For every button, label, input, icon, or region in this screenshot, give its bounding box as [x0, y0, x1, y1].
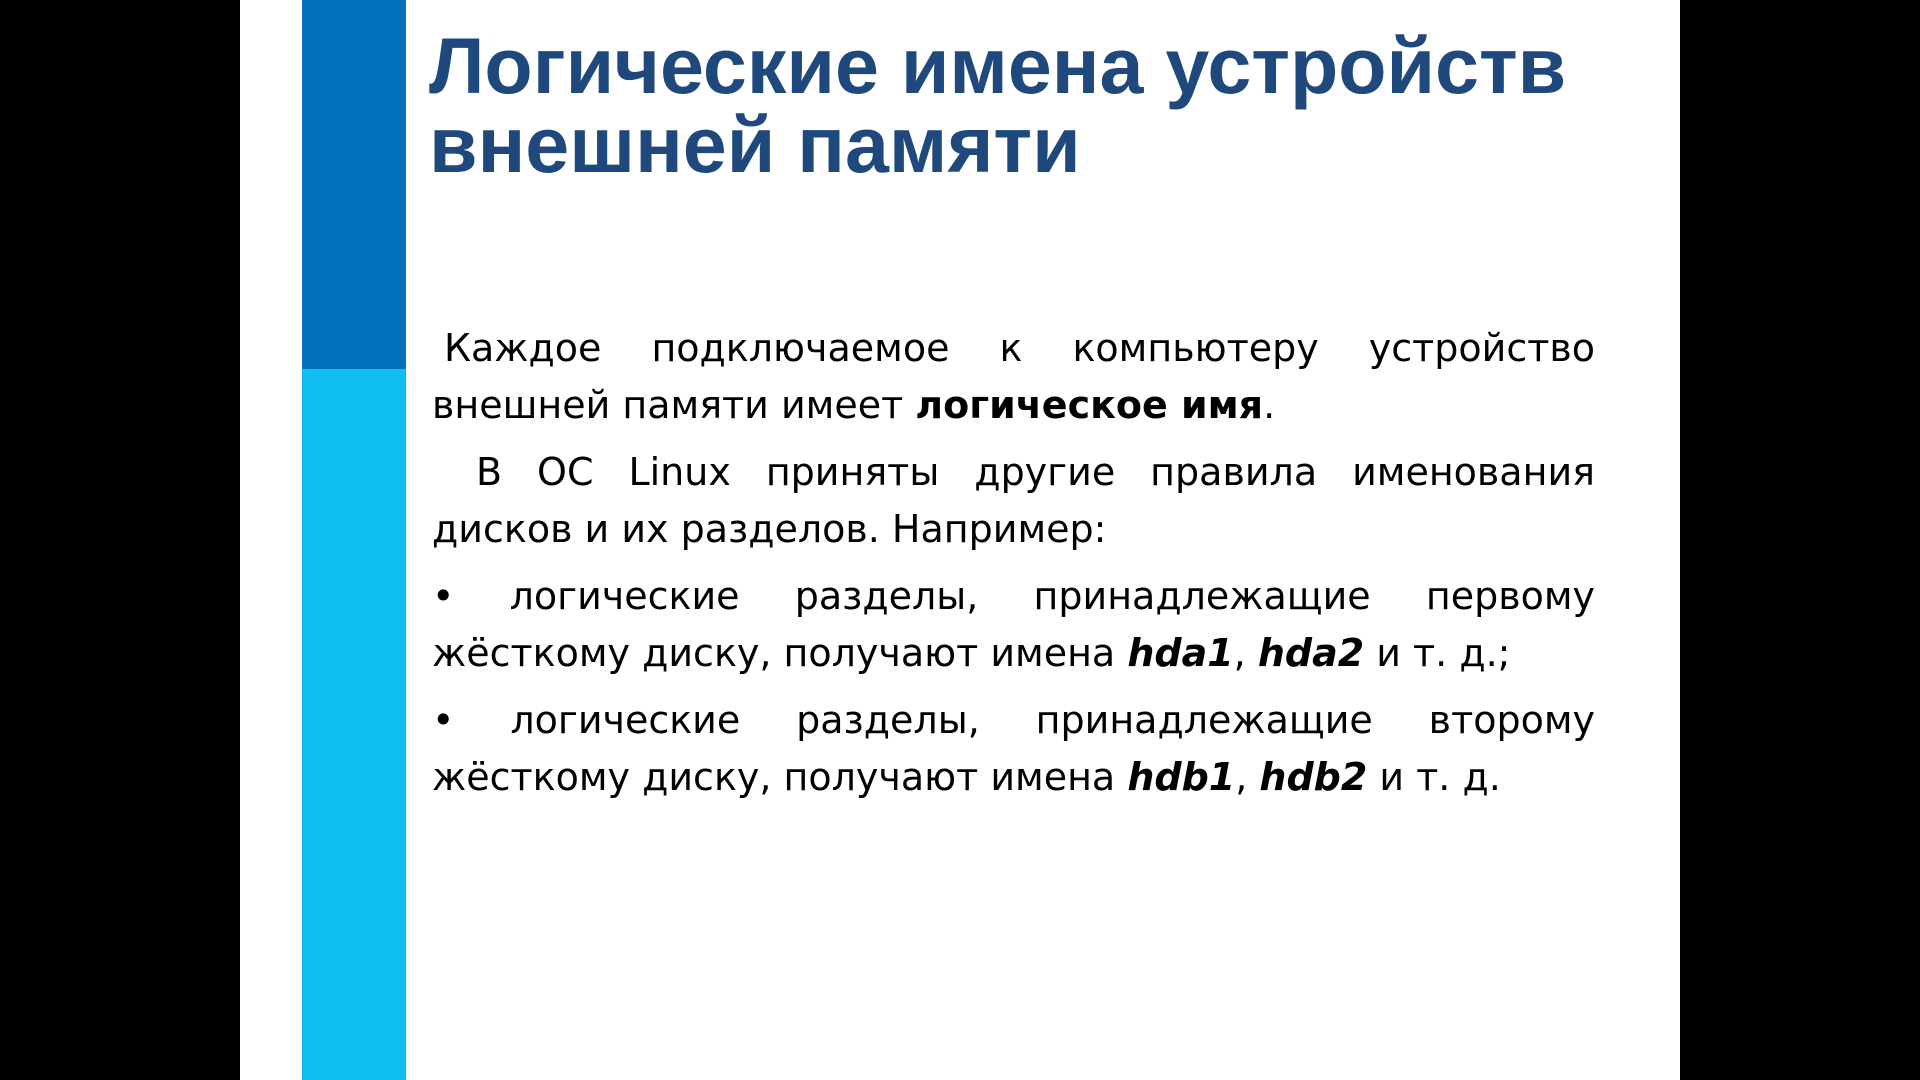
slide-body: [432, 320, 1595, 816]
partition-name: hdb1: [1127, 755, 1236, 799]
logical-name-term: логическое имя: [915, 383, 1264, 427]
separator: ,: [1233, 631, 1258, 675]
paragraph-linux: В ОС Linux приняты другие правила именования дисков и их разделов. Например:: [432, 450, 1595, 551]
accent-bar-light: [302, 369, 406, 1080]
bullet-text: логические разделы, принадлежащие первому жёсткому диску, получают имена: [432, 574, 1595, 675]
slide: [240, 0, 1680, 1080]
bullet-item-first-disk: [432, 568, 1595, 682]
bullet-text: логические разделы, принадлежащие второму жёсткому диску, получают имена: [432, 698, 1595, 799]
bullet-item-second-disk: [432, 692, 1595, 806]
bullet-text-end: и т. д.: [1367, 755, 1501, 799]
slide-title: Логические имена устройств внешней памяти: [429, 21, 1567, 189]
accent-bar-dark: [302, 0, 406, 369]
bullet-text-end: и т. д.;: [1364, 631, 1511, 675]
paragraph-intro-text: Каждое подключаемое к компьютеру устройство внешней памяти имеет: [432, 326, 1595, 427]
partition-name: hdb2: [1259, 755, 1368, 799]
separator: ,: [1235, 755, 1260, 799]
paragraph-intro-end: .: [1263, 383, 1276, 427]
partition-name: hda2: [1257, 631, 1365, 675]
bullet-icon: •: [432, 574, 455, 618]
paragraph-intro: [432, 320, 1595, 434]
bullet-icon: •: [432, 698, 455, 742]
partition-name: hda1: [1127, 631, 1234, 675]
